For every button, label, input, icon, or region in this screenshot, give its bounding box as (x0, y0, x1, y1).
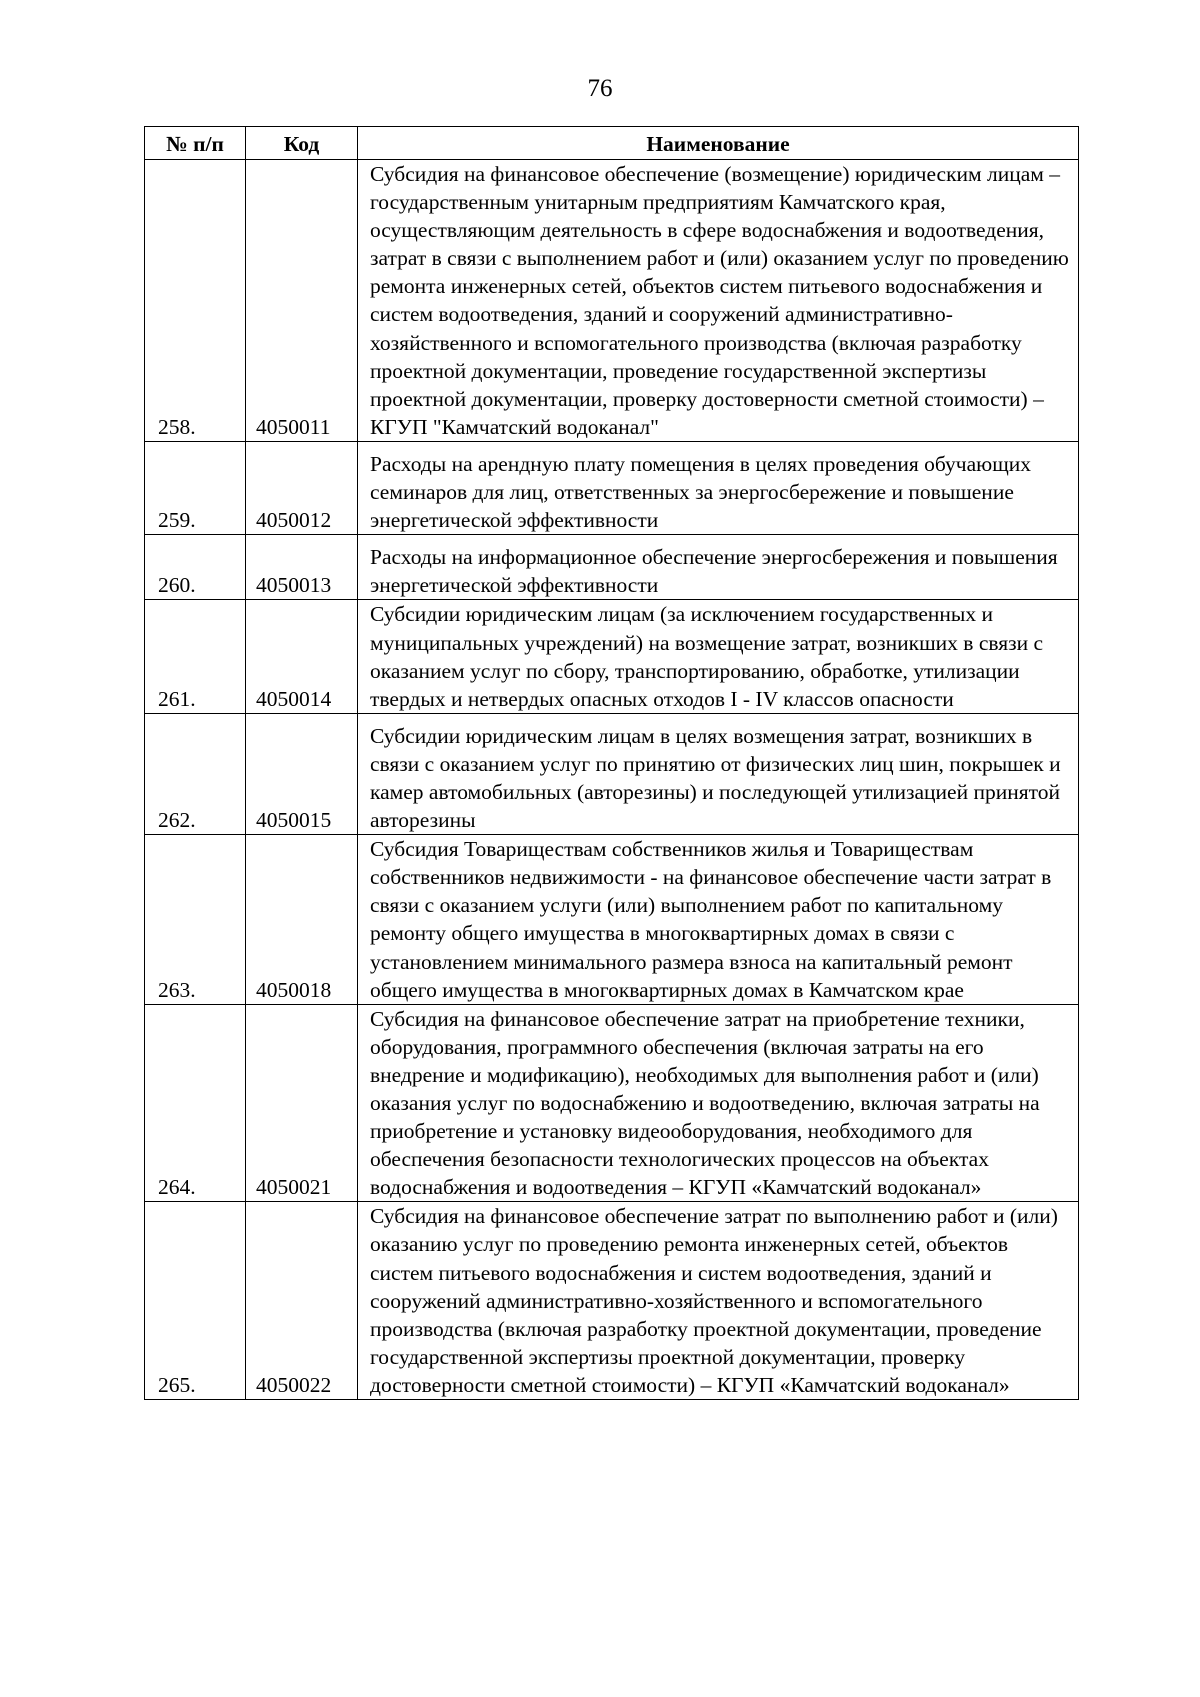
table-row (145, 1004, 1079, 1202)
column-header-name: Наименование (358, 127, 1079, 160)
row-code: 4050015 (246, 713, 358, 834)
column-header-number: № п/п (145, 127, 246, 160)
row-code: 4050012 (246, 441, 358, 534)
table-header-row (145, 127, 1079, 160)
row-number: 259. (145, 441, 246, 534)
row-code: 4050014 (246, 600, 358, 713)
row-code: 4050018 (246, 835, 358, 1005)
table-row (145, 835, 1079, 1005)
table-row (145, 1202, 1079, 1400)
row-code: 4050022 (246, 1202, 358, 1400)
row-name: Субсидии юридическим лицам в целях возмещения затрат, возникших в связи с оказанием услуг по принятию от физических лиц шин, покрышек и камер автомобильных (авторезины) и последующей утилизацией принятой авторезины (358, 713, 1079, 834)
table-row (145, 160, 1079, 442)
table-row (145, 600, 1079, 713)
row-number: 263. (145, 835, 246, 1005)
table-row (145, 441, 1079, 534)
row-name: Субсидия на финансовое обеспечение затрат по выполнению работ и (или) оказанию услуг по проведению ремонта инженерных сетей, объектов систем питьевого водоснабжения и систем водоотведения, зданий и сооружений административно-хозяйственного и вспомогательного производства (включая разработку проектной документации, проведение государственной экспертизы проектной документации, проверку достоверности сметной стоимости) – КГУП «Камчатский водоканал» (358, 1202, 1079, 1400)
row-name: Расходы на арендную плату помещения в целях проведения обучающих семинаров для лиц, ответственных за энергосбережение и повышение энергетической эффективности (358, 441, 1079, 534)
row-number: 264. (145, 1004, 246, 1202)
row-code: 4050011 (246, 160, 358, 442)
row-number: 260. (145, 535, 246, 600)
column-header-code: Код (246, 127, 358, 160)
row-number: 258. (145, 160, 246, 442)
row-name: Субсидии юридическим лицам (за исключением государственных и муниципальных учреждений) на возмещение затрат, возникших в связи с оказанием услуг по сбору, транспортированию, обработке, утилизации твердых и нетвердых опасных отходов I - IV классов опасности (358, 600, 1079, 713)
row-code: 4050021 (246, 1004, 358, 1202)
page-number: 76 (587, 75, 613, 102)
row-name: Субсидия на финансовое обеспечение затрат на приобретение техники, оборудования, программного обеспечения (включая затраты на его внедрение и модификацию), необходимых для выполнения работ и (или) оказания услуг по водоснабжению и водоотведению, включая затраты на приобретение и установку видеооборудования, необходимого для обеспечения безопасности технологических процессов на объектах водоснабжения и водоотведения – КГУП «Камчатский водоканал» (358, 1004, 1079, 1202)
table-row (145, 713, 1079, 834)
row-code: 4050013 (246, 535, 358, 600)
row-number: 262. (145, 713, 246, 834)
table-row (145, 535, 1079, 600)
row-number: 265. (145, 1202, 246, 1400)
row-name: Субсидия на финансовое обеспечение (возмещение) юридическим лицам – государственным унитарным предприятиям Камчатского края, осуществляющим деятельность в сфере водоснабжения и водоотведения, затрат в связи с выполнением работ и (или) оказанием услуг по проведению ремонта инженерных сетей, объектов систем питьевого водоснабжения и систем водоотведения, зданий и сооружений административно-хозяйственного и вспомогательного производства (включая разработку проектной документации, проведение государственной экспертизы проектной документации, проверку достоверности сметной стоимости) – КГУП "Камчатский водоканал" (358, 160, 1079, 442)
budget-codes-table (144, 126, 1079, 1400)
row-name: Расходы на информационное обеспечение энергосбережения и повышения энергетической эффективности (358, 535, 1079, 600)
row-number: 261. (145, 600, 246, 713)
row-name: Субсидия Товариществам собственников жилья и Товариществам собственников недвижимости - на финансовое обеспечение части затрат в связи с оказанием услуги (или) выполнением работ по капитальному ремонту общего имущества в многоквартирных домах в связи с установлением минимального размера взноса на капитальный ремонт общего имущества в многоквартирных домах в Камчатском крае (358, 835, 1079, 1005)
